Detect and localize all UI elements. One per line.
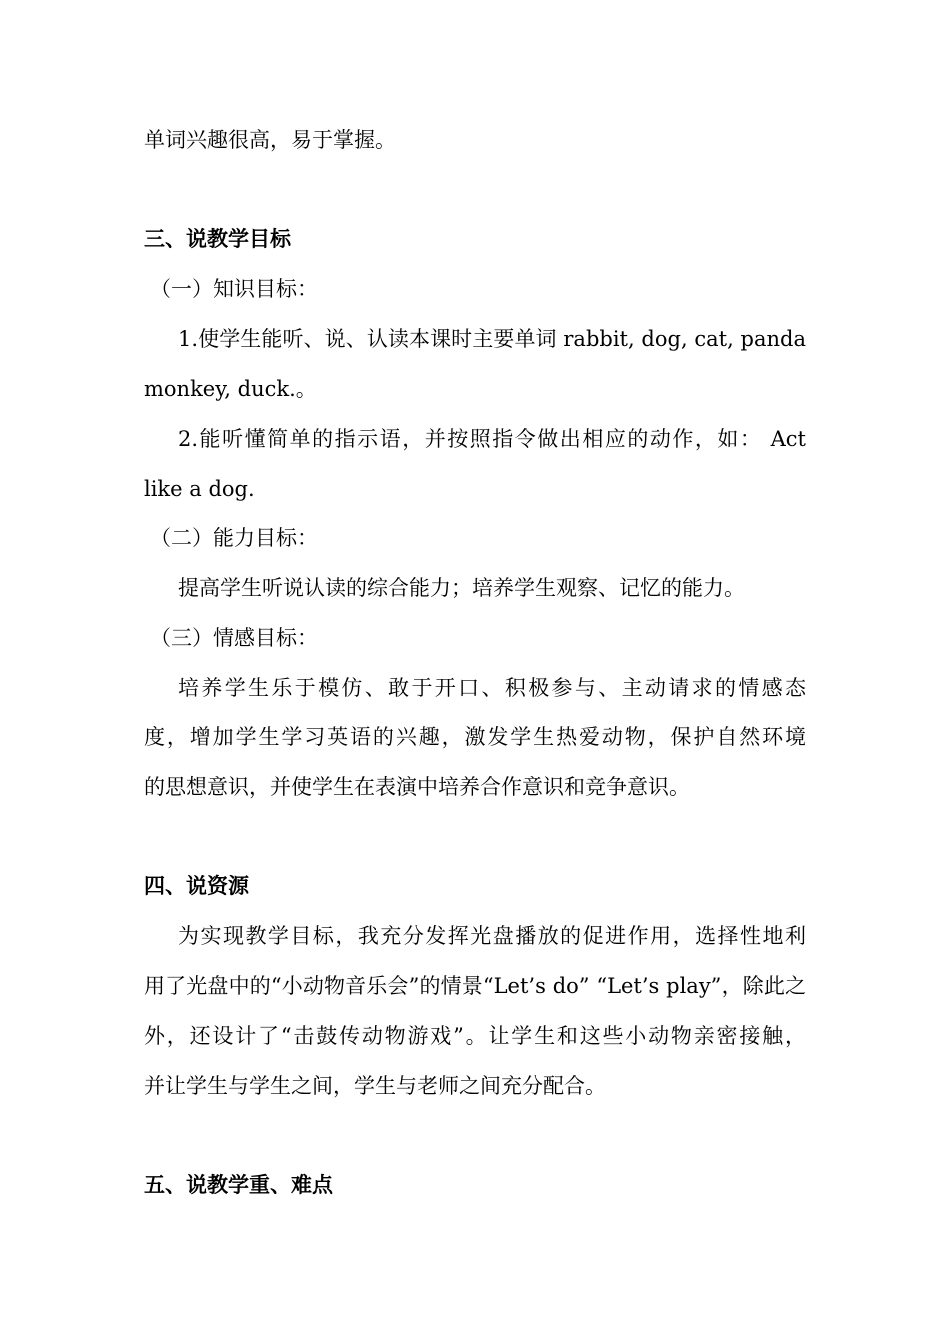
section-heading-resources: 四、说资源 — [144, 873, 249, 898]
paragraph-line: 培养学生乐于模仿、敢于开口、积极参与、主动请求的情感态 — [178, 676, 806, 700]
subheading-ability-objectives: （二）能力目标： — [150, 526, 318, 550]
paragraph-line: 用了光盘中的“小动物音乐会”的情景“Let’s do” “Let’s play”，除此之 — [144, 974, 806, 998]
section-heading-key-points: 五、说教学重、难点 — [144, 1172, 333, 1197]
paragraph-line: 并让学生与学生之间，学生与老师之间充分配合。 — [144, 1074, 606, 1098]
paragraph-line: 提高学生听说认读的综合能力；培养学生观察、记忆的能力。 — [178, 576, 745, 600]
paragraph-line: 度，增加学生学习英语的兴趣，激发学生热爱动物，保护自然环境 — [144, 725, 806, 749]
paragraph-line: 单词兴趣很高，易于掌握。 — [144, 128, 396, 152]
subheading-emotional-objectives: （三）情感目标： — [150, 626, 318, 650]
paragraph-line: 的思想意识，并使学生在表演中培养合作意识和竞争意识。 — [144, 775, 690, 799]
paragraph-line: 外，还设计了“击鼓传动物游戏”。让学生和这些小动物亲密接触， — [144, 1024, 806, 1048]
paragraph-line: 2.能听懂简单的指示语，并按照指令做出相应的动作，如： Act — [178, 427, 806, 451]
section-heading-objectives: 三、说教学目标 — [144, 226, 291, 251]
paragraph-line: monkey, duck.。 — [144, 377, 317, 401]
paragraph-line: 为实现教学目标，我充分发挥光盘播放的促进作用，选择性地利 — [178, 924, 806, 948]
paragraph-line: 1.使学生能听、说、认读本课时主要单词 rabbit, dog, cat, panda — [178, 327, 806, 351]
subheading-knowledge-objectives: （一）知识目标： — [150, 277, 318, 301]
paragraph-line: like a dog. — [144, 477, 255, 501]
